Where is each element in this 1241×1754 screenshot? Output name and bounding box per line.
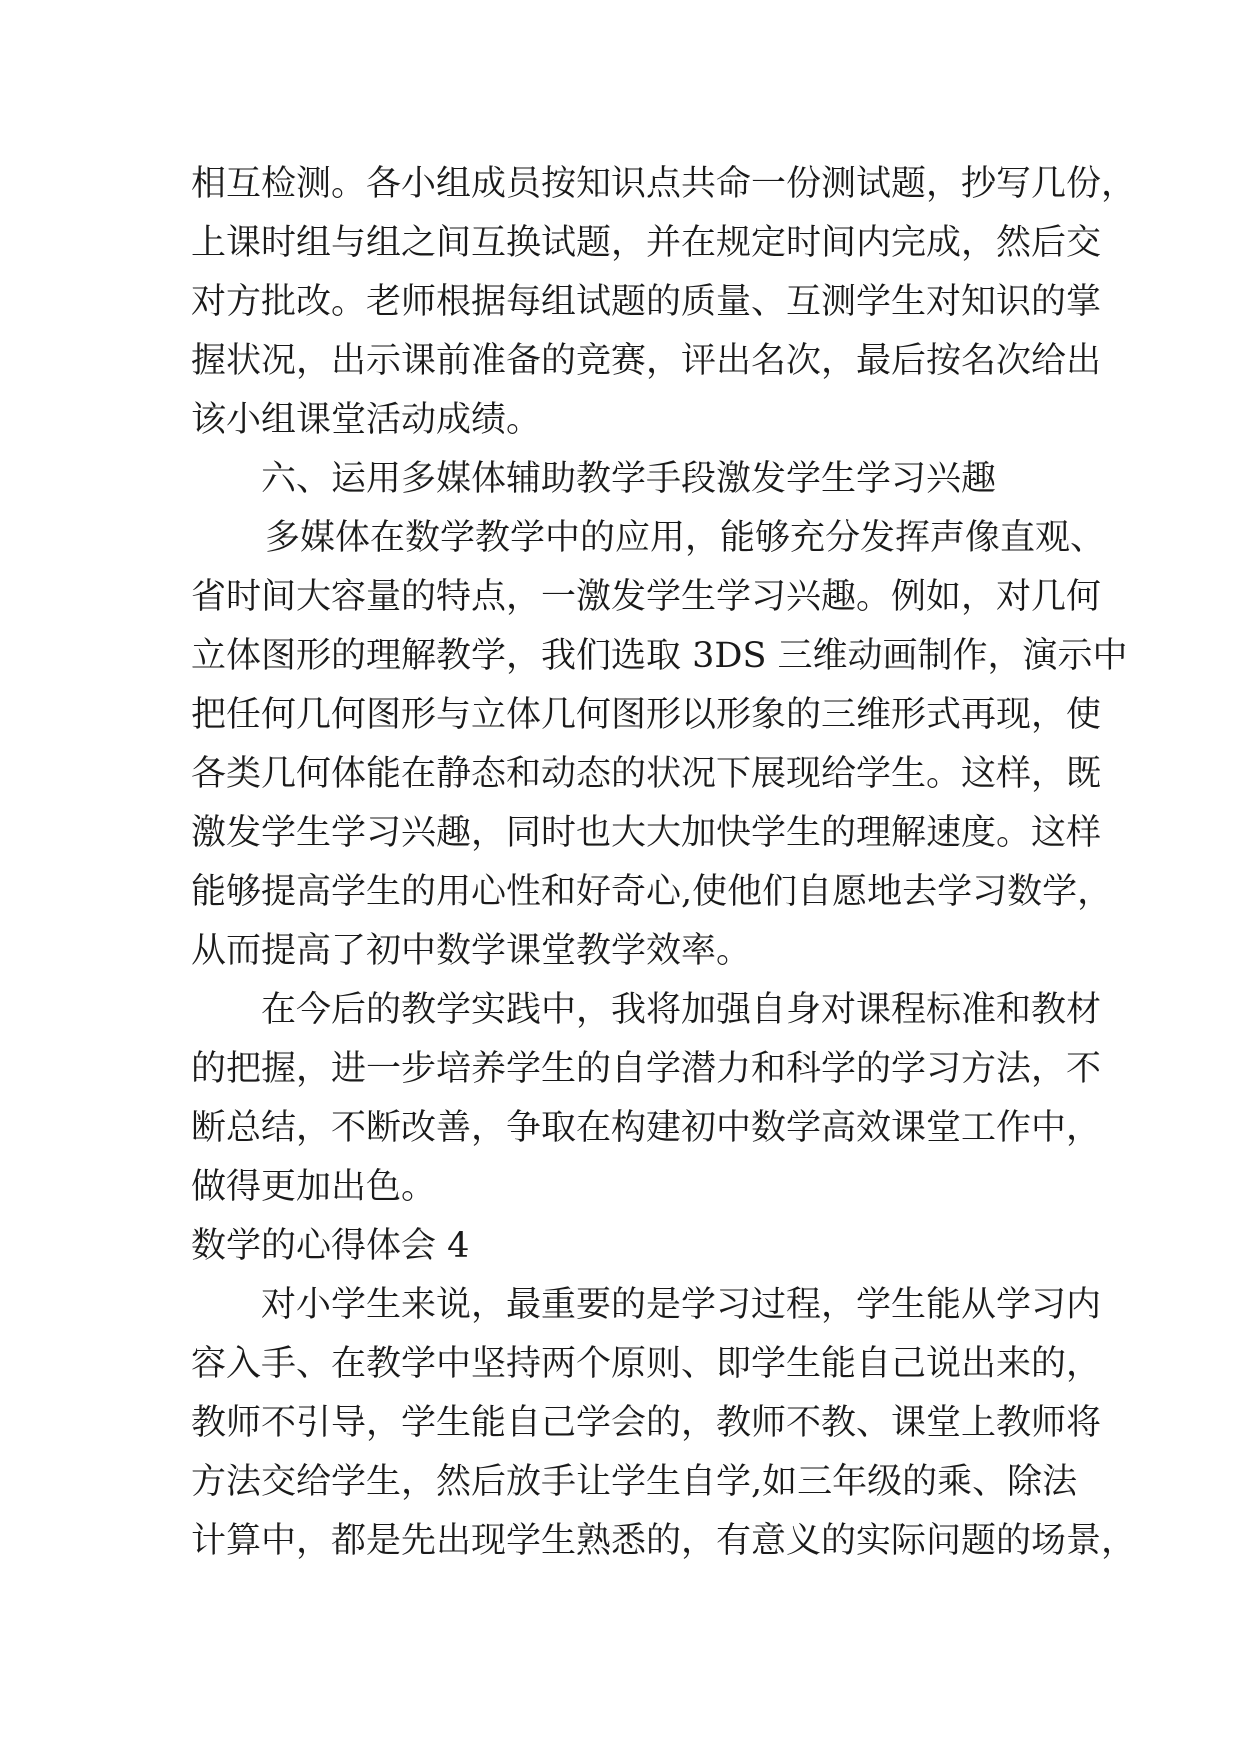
paragraph-line: 从而提高了初中数学课堂教学效率。: [191, 931, 752, 971]
paragraph-line: 对小学生来说，最重要的是学习过程，学生能从学习内: [261, 1285, 1102, 1325]
paragraph-line: 多媒体在数学教学中的应用，能够充分发挥声像直观、: [265, 518, 1106, 558]
paragraph-line: 能够提高学生的用心性和好奇心,使他们自愿地去学习数学，: [191, 872, 1113, 912]
paragraph-line: 立体图形的理解教学，我们选取 3DS 三维动画制作，演示中: [191, 636, 1128, 676]
paragraph-line: 上课时组与组之间互换试题，并在规定时间内完成，然后交: [191, 223, 1102, 263]
paragraph-line: 在今后的教学实践中，我将加强自身对课程标准和教材: [261, 990, 1102, 1030]
paragraph-line: 握状况，出示课前准备的竞赛，评出名次，最后按名次给出: [191, 341, 1102, 381]
paragraph-line: 教师不引导，学生能自己学会的，教师不教、课堂上教师将: [191, 1403, 1102, 1443]
paragraph-line: 容入手、在教学中坚持两个原则、即学生能自己说出来的，: [191, 1344, 1102, 1384]
paragraph-line: 省时间大容量的特点，一激发学生学习兴趣。例如，对几何: [191, 577, 1102, 617]
section-title: 数学的心得体会 4: [191, 1226, 470, 1266]
paragraph-line: 方法交给学生，然后放手让学生自学,如三年级的乘、除法: [191, 1462, 1078, 1502]
paragraph-line: 激发学生学习兴趣，同时也大大加快学生的理解速度。这样: [191, 813, 1102, 853]
section-heading: 六、运用多媒体辅助教学手段激发学生学习兴趣: [261, 459, 997, 499]
paragraph-line: 该小组课堂活动成绩。: [191, 400, 542, 440]
paragraph-line: 断总结，不断改善，争取在构建初中数学高效课堂工作中，: [191, 1108, 1102, 1148]
paragraph-line: 相互检测。各小组成员按知识点共命一份测试题，抄写几份，: [191, 164, 1137, 204]
paragraph-line: 计算中，都是先出现学生熟悉的，有意义的实际问题的场景，: [191, 1521, 1137, 1561]
paragraph-line: 做得更加出色。: [191, 1167, 437, 1207]
paragraph-line: 各类几何体能在静态和动态的状况下展现给学生。这样，既: [191, 754, 1102, 794]
paragraph-line: 的把握，进一步培养学生的自学潜力和科学的学习方法，不: [191, 1049, 1102, 1089]
paragraph-line: 对方批改。老师根据每组试题的质量、互测学生对知识的掌: [191, 282, 1102, 322]
paragraph-line: 把任何几何图形与立体几何图形以形象的三维形式再现，使: [191, 695, 1102, 735]
